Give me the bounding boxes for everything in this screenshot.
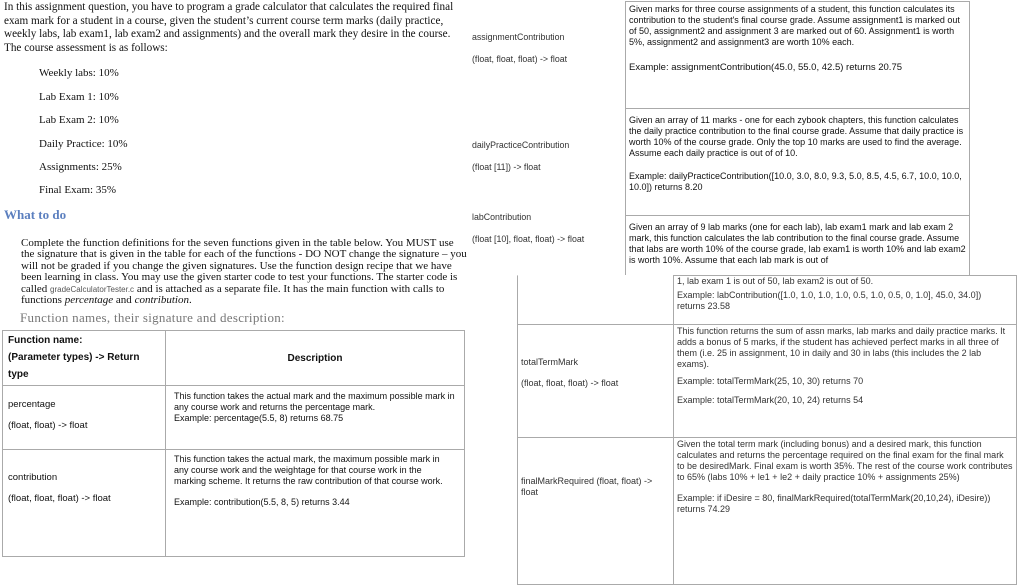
table-row xyxy=(626,109,970,216)
function-example: Example: totalTermMark(25, 10, 30) returns 70 xyxy=(677,376,864,386)
function-name: labContribution xyxy=(472,212,532,222)
table-row xyxy=(3,450,465,557)
starter-file-name: gradeCalculatorTester.c xyxy=(50,284,135,294)
function-description: This function returns the sum of assn marks, lab marks and daily practice marks. It adds a bonus of 5 marks, if the student has achieved perfect marks in all three of them (i.e. 25 in assignment, 10 in daily and 30 in labs (this includes the 2 lab exams). xyxy=(677,326,1006,369)
function-example: Example: dailyPracticeContribution([10.0, 3.0, 8.0, 9.3, 5.0, 8.5, 4.5, 6.7, 10.0, 10.0, 10.0]) returns 8.20 xyxy=(629,171,962,192)
function-description: Given marks for three course assignments of a student, this function calculates its contribution to the student's final course grade. Assume assignment1 is marked out of 50, assignment2 and assignment 3 are marked out of 60. Assignment1 is worth 5%, assignment2 and assignment3 are worth 10% each. xyxy=(629,4,960,47)
function-example: Example: totalTermMark(20, 10, 24) returns 54 xyxy=(677,395,864,405)
middle-function-list xyxy=(472,32,622,64)
table-row xyxy=(626,216,970,279)
function-signature: (float [10], float, float) -> float xyxy=(472,234,585,244)
function-signature: (float [11]) -> float xyxy=(472,162,541,172)
instructions-paragraph: Complete the function definitions for the seven functions given in the table below. You MUST use the signature that is given in the table for each of the functions - DO NOT change the signature – you will not be graded if you change the given signatures. Use the function design recipe that we have been learning in class. You may use the given starter code to test your functions. The starter code is called gradeCalculatorTester.c and is attached as a separate file. It has the main function with calls to functions percentage and contribution. xyxy=(21,237,467,307)
function-name: dailyPracticeContribution xyxy=(472,140,570,150)
table-row xyxy=(518,276,1017,325)
function-table-left xyxy=(2,330,465,557)
function-table-bottom xyxy=(517,275,1017,585)
function-description: Given an array of 11 marks - one for each zybook chapters, this function calculates the daily practice contribution to the final course grade. Assume that daily practice is worth 10% of the course grade. Only the top 10 marks are used to find the average. Assume each daily practice is out of of 10. xyxy=(629,115,964,158)
header-signature: (Parameter types) -> Return type xyxy=(8,352,140,380)
function-table-heading: Function names, their signature and description: xyxy=(20,310,285,325)
function-example: Example: labContribution([1.0, 1.0, 1.0, 1.0, 0.5, 1.0, 0.5, 0, 1.0], 45.0, 34.0]) xyxy=(677,290,982,300)
function-example: Example: percentage(5.5, 8) returns 68.75 xyxy=(174,413,344,423)
header-function-name: Function name: xyxy=(8,335,83,346)
function-description: Given an array of 9 lab marks (one for each lab), lab exam1 mark and lab exam 2 mark, this function calculates the lab contribution to the final course grade. Assume that labs are worth 10% of the course grade, lab exam1 is worth 10% and lab exam2 is worth 10%. Assume that each lab mark is out of xyxy=(629,222,966,265)
intro-paragraph: In this assignment question, you have to program a grade calculator that calculates the required final exam mark for a student in a course, given the student’s current course term marks (daily practice, weekly labs, lab exam1, lab exam2 and assignments) and the overall mark they desire in the course. The course assessment is as follows: xyxy=(4,1,454,54)
function-description: This function takes the actual mark, the maximum possible mark in any course work and the weightage for that course work in the marking scheme. It returns the raw contribution of that course work. xyxy=(174,454,443,486)
function-name: assignmentContribution xyxy=(472,32,565,42)
table-row xyxy=(626,2,970,109)
table-header-row xyxy=(3,331,465,386)
assessment-item: Lab Exam 1: 10% xyxy=(39,91,119,103)
function-example: Example: assignmentContribution(45.0, 55.0, 42.5) returns 20.75 xyxy=(629,62,903,73)
function-description: This function takes the actual mark and the maximum possible mark in any course work and returns the percentage mark. xyxy=(174,391,455,412)
assessment-item: Daily Practice: 10% xyxy=(39,138,128,150)
function-table-right xyxy=(625,1,970,279)
function-signature: (float, float, float) -> float xyxy=(521,378,619,388)
assessment-item: Weekly labs: 10% xyxy=(39,67,119,79)
function-signature: (float, float) -> float xyxy=(8,420,88,432)
function-name: percentage xyxy=(8,399,56,410)
middle-function-list xyxy=(472,140,622,172)
function-description: Given the total term mark (including bonus) and a desired mark, this function calculates and returns the percentage required on the final exam for the final mark to be desiredMark. Final exam is worth 35%. The rest of the course work contributes to 65% (labs 10% + le1 + le2 + daily practice 10% + assignments 25%) xyxy=(677,439,1013,482)
function-example: Example: if iDesire = 80, finalMarkRequired(totalTermMark(20,10,24), iDesire)) returns 74.29 xyxy=(677,493,991,514)
header-description: Description xyxy=(287,352,343,364)
function-name: contribution xyxy=(8,472,58,483)
table-row xyxy=(518,438,1017,585)
table-row xyxy=(518,325,1017,438)
section-heading: What to do xyxy=(4,207,67,222)
function-signature: (float, float, float) -> float xyxy=(8,493,111,505)
function-signature: (float, float, float) -> float xyxy=(472,54,568,64)
assessment-item: Lab Exam 2: 10% xyxy=(39,114,119,126)
table-row xyxy=(3,386,465,450)
middle-function-list xyxy=(472,212,622,244)
assessment-item: Final Exam: 35% xyxy=(39,184,116,196)
function-name: finalMarkRequired (float, float) -> float xyxy=(521,476,653,497)
overflow-text: 1, lab exam 1 is out of 50, lab exam2 is out of 50. xyxy=(677,276,874,286)
function-example: Example: contribution(5.5, 8, 5) returns 3.44 xyxy=(174,497,350,507)
function-example: returns 23.58 xyxy=(677,301,731,311)
function-name: totalTermMark xyxy=(521,357,579,367)
assessment-item: Assignments: 25% xyxy=(39,161,122,173)
